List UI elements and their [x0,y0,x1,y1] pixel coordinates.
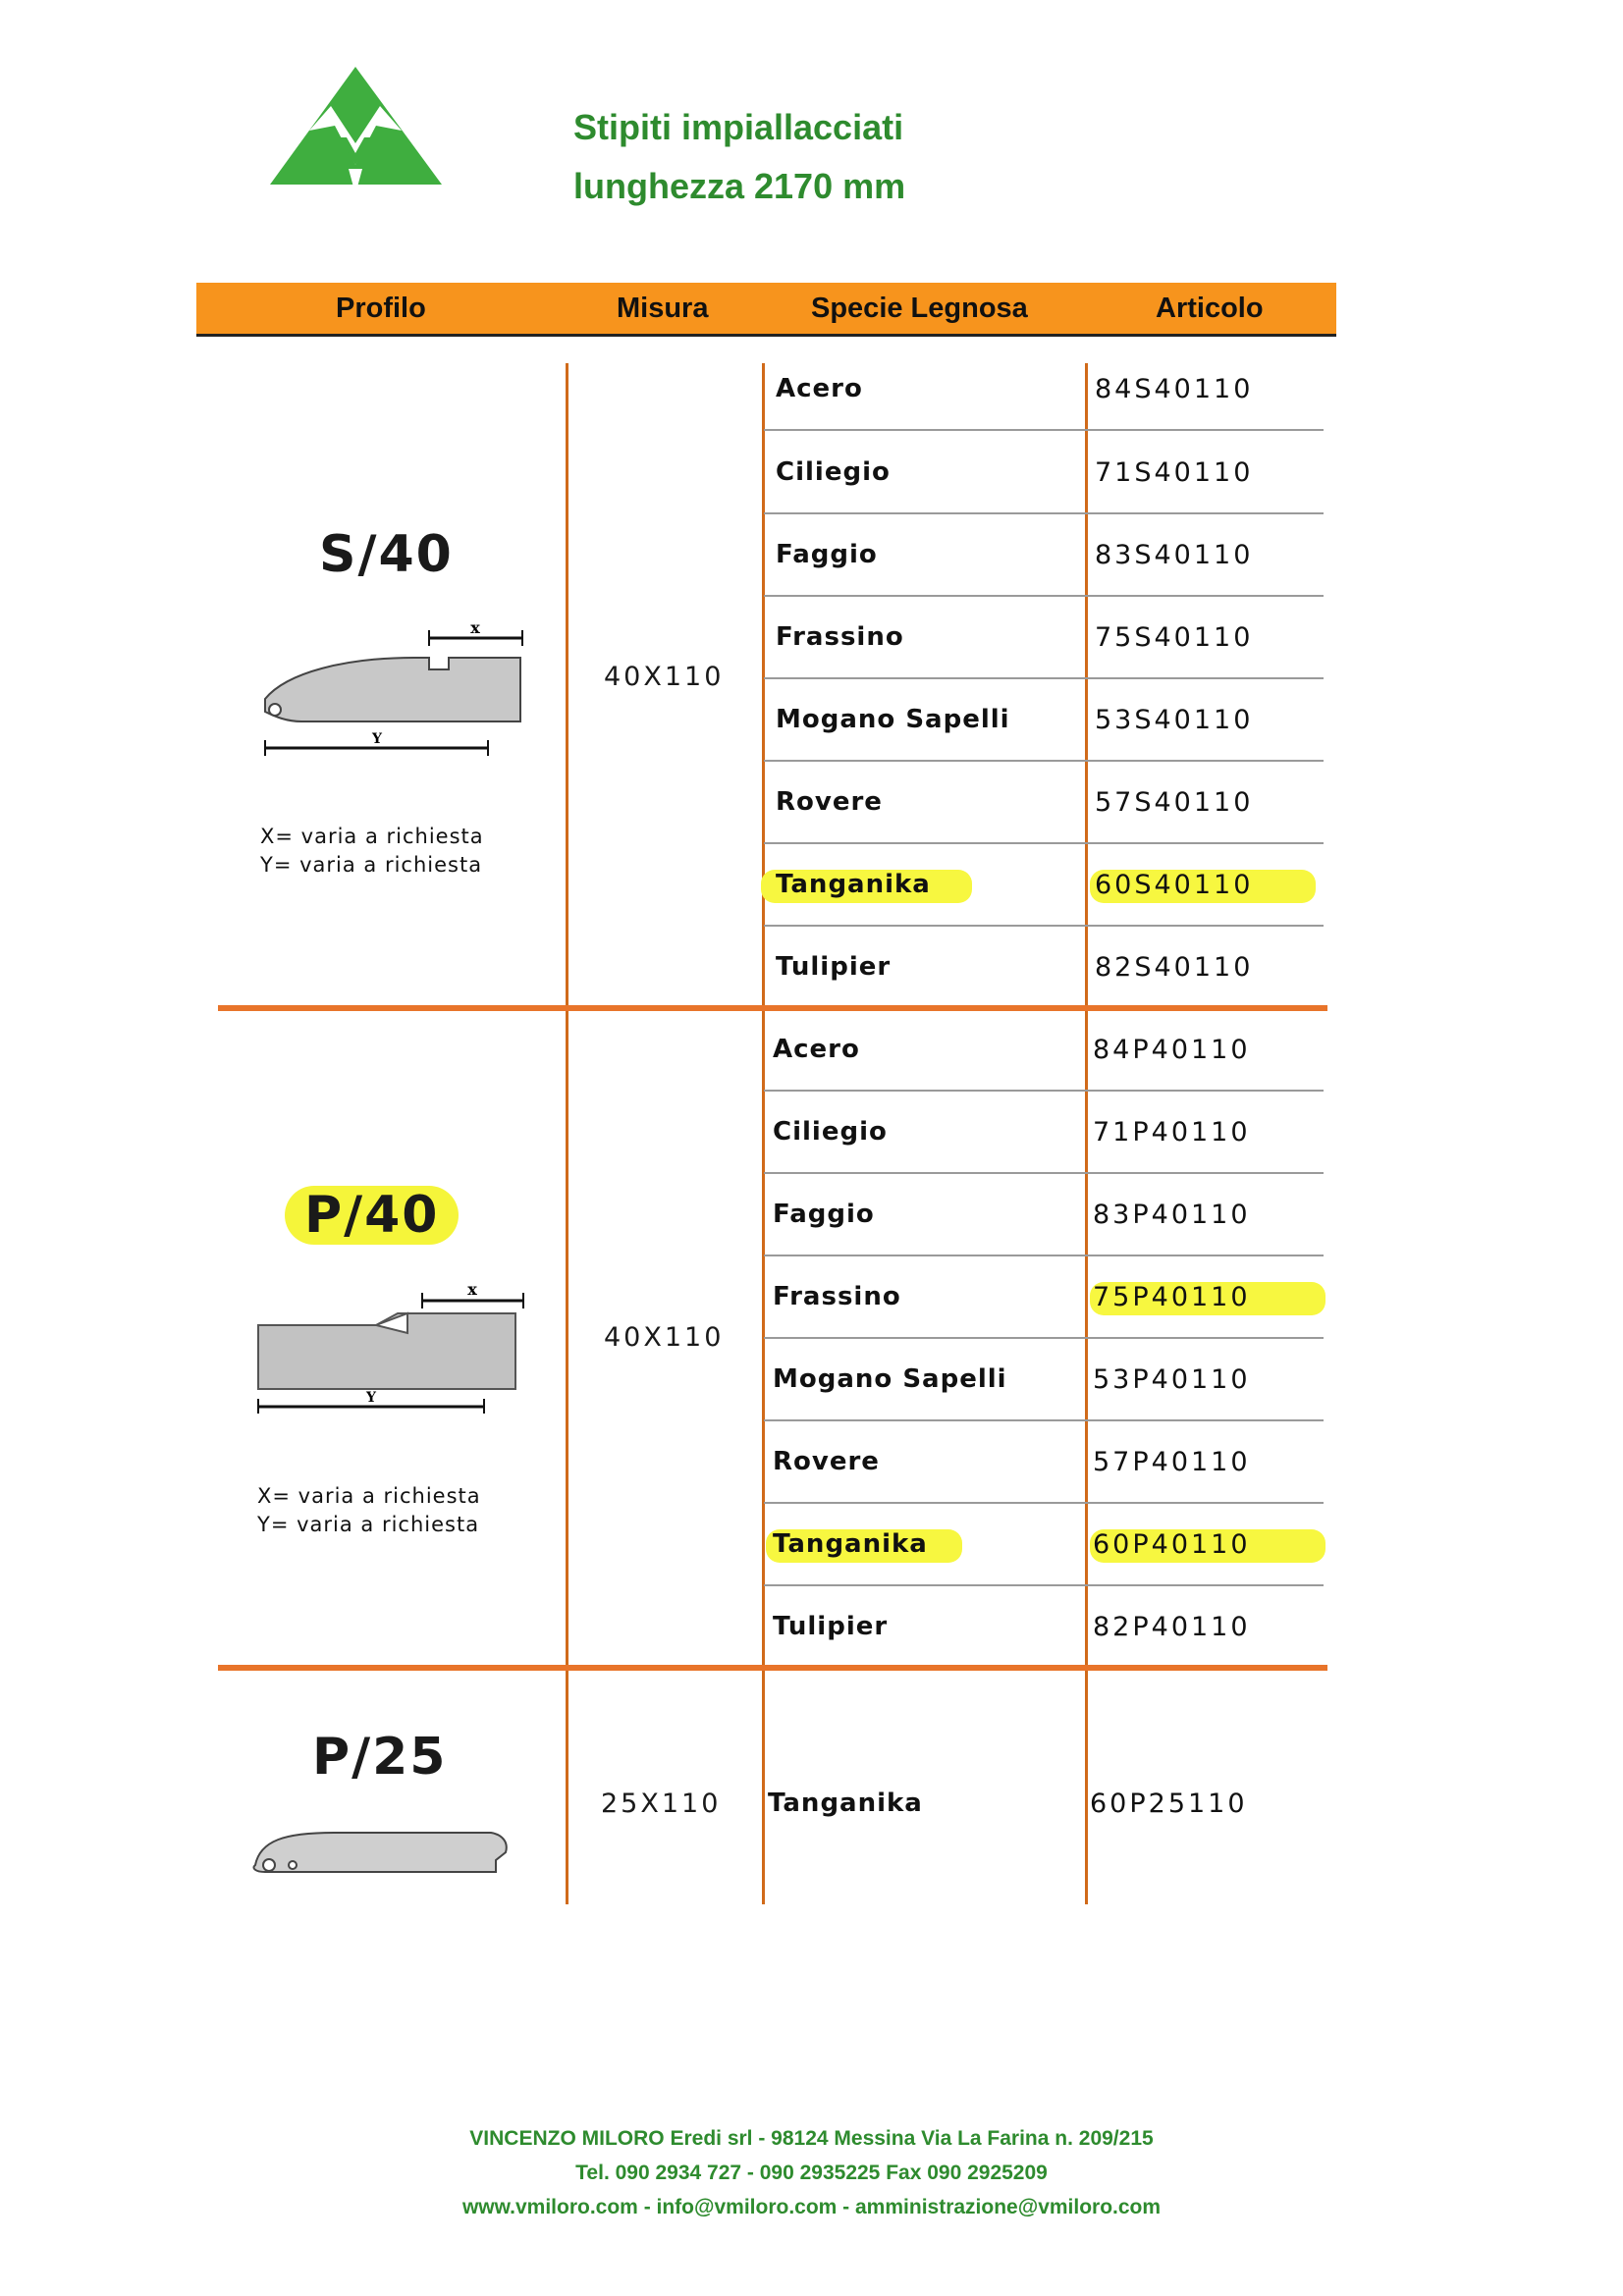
row-divider [764,760,1324,762]
species-cell: Tulipier [776,952,892,982]
footer-address: VINCENZO MILORO Eredi srl - 98124 Messina Via La Farina n. 209/215 [469,2127,1154,2150]
profile-code: S/40 [319,525,454,584]
profile-note: X= varia a richiesta Y= varia a richiesta [257,1484,481,1536]
article-cell: 60P40110 [1093,1529,1251,1560]
dim-y-label: Y [366,1390,376,1406]
species-cell: Mogano Sapelli [773,1364,1007,1394]
article-cell: 57P40110 [1093,1447,1251,1477]
article-cell: 53S40110 [1095,705,1254,735]
dim-x-label: x [470,618,480,637]
article-cell: 60S40110 [1095,870,1254,900]
header-articolo: Articolo [1156,293,1264,324]
species-cell: Tanganika [773,1529,928,1559]
footer-web: www.vmiloro.com - info@vmiloro.com - amministrazione@vmiloro.com [461,2196,1162,2218]
article-cell: 75S40110 [1095,622,1254,653]
row-divider [764,842,1324,844]
document-title [573,98,905,216]
species-cell: Tanganika [776,870,931,899]
column-divider [566,363,568,1904]
article-cell: 53P40110 [1093,1364,1251,1395]
profile-note: X= varia a richiesta Y= varia a richiesta [260,825,484,877]
title-line-1: Stipiti impiallacciati [573,107,904,147]
measure-cell: 40X110 [604,662,725,692]
group-separator [218,1665,1327,1671]
article-cell: 84P40110 [1093,1035,1251,1065]
profile-code: P/40 [285,1186,459,1245]
species-cell: Tanganika [768,1789,923,1818]
row-divider [764,1419,1324,1421]
profile-code: P/25 [312,1728,448,1787]
article-cell: 82S40110 [1095,952,1254,983]
species-cell: Rovere [773,1447,880,1476]
header-misura: Misura [617,293,709,324]
species-cell: Tulipier [773,1612,889,1641]
row-divider [764,1255,1324,1256]
profile-drawing-p40 [250,1276,525,1414]
article-cell: 71P40110 [1093,1117,1251,1148]
species-cell: Frassino [773,1282,901,1311]
species-cell: Acero [773,1035,860,1064]
species-cell: Faggio [773,1200,875,1229]
dim-y-label: Y [372,731,382,747]
row-divider [764,595,1324,597]
measure-cell: 40X110 [604,1322,725,1353]
article-cell: 82P40110 [1093,1612,1251,1642]
row-divider [764,1584,1324,1586]
species-cell: Rovere [776,787,883,817]
row-divider [764,1172,1324,1174]
row-divider [764,677,1324,679]
row-divider [764,512,1324,514]
title-line-2: lunghezza 2170 mm [573,166,906,206]
header-profilo: Profilo [336,293,426,324]
article-cell: 83S40110 [1095,540,1254,570]
species-cell: Frassino [776,622,904,652]
article-cell: 84S40110 [1095,374,1254,404]
footer-phone: Tel. 090 2934 727 - 090 2935225 Fax 090 2925209 [575,2162,1048,2184]
article-cell: 60P25110 [1090,1789,1248,1819]
article-cell: 75P40110 [1093,1282,1251,1312]
company-logo [270,67,442,194]
profile-drawing-s40 [257,618,532,756]
article-cell: 83P40110 [1093,1200,1251,1230]
species-cell: Acero [776,374,863,403]
row-divider [764,1090,1324,1092]
group-separator [218,1005,1327,1011]
species-cell: Faggio [776,540,878,569]
row-divider [764,1502,1324,1504]
species-cell: Ciliegio [776,457,891,487]
dim-x-label: x [467,1280,477,1299]
species-cell: Mogano Sapelli [776,705,1010,734]
profile-drawing-p25 [245,1821,515,1880]
measure-cell: 25X110 [601,1789,722,1819]
row-divider [764,429,1324,431]
row-divider [764,925,1324,927]
header-specie: Specie Legnosa [811,293,1028,324]
row-divider [764,1337,1324,1339]
species-cell: Ciliegio [773,1117,888,1147]
table-header [196,283,1336,337]
article-cell: 57S40110 [1095,787,1254,818]
article-cell: 71S40110 [1095,457,1254,488]
